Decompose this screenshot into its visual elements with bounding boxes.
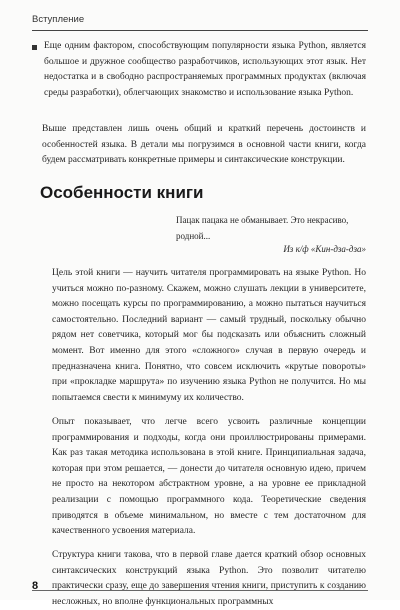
body-paragraph-experience: Опыт показывает, что легче всего усвоить различные концепции программирования и подходы, когда они проиллюстрированы примерами. Как раз такая методика использована в этой книге. Принципиальная задача, которая при этом решается, — донести до читателя основную идею, причем не просто на некотором абстрактном уровне, а на уровне ее прикладной реализации с помощью программного кода. Теоретические сведения приводятся в объеме минимальном, но вместе с тем достаточном для качественного усвоения материала. (52, 417, 366, 537)
body-paragraph-goal: Цель этой книги — научить читателя программировать на языке Python. Но учиться можно по-разному. Скажем, можно слушать лекции в университете, можно посещать курсы по программированию, а можно пытаться научиться самостоятельно. Последний вариант — самый трудный, поскольку обычно рядом нет советчика, который мог бы подсказать или объяснить сложный момент. Вот именно для этого «сложного» случая в первую очередь и предназначена книга. Понятно, что совсем исключить «крутые повороты» при «прокладке маршрута» по изучению языка Python не получится. Но мы попытаемся свести к минимуму их количество. (52, 268, 366, 403)
running-title: Вступление (32, 14, 85, 25)
page-number: 8 (32, 580, 39, 592)
epigraph-source: Из к/ф «Кин-дза-дза» (283, 244, 366, 254)
intro-paragraph: Выше представлен лишь очень общий и краткий перечень достоинств и особенностей языка. В детали мы погрузимся в основной части книги, когда будем рассматривать конкретные примеры и синтаксические конструкции. (42, 124, 366, 166)
bullet-paragraph: Еще одним фактором, способствующим популярности языка Python, является большое и дружное сообщество разработчиков, использующих этот язык. Нет недостатка и в свободно распространяемых программных продуктах (включая среды разработки), облегчающих знакомство и использование языка Python. (44, 41, 366, 98)
running-header (32, 12, 368, 31)
body-paragraph-structure: Структура книги такова, что в первой главе дается краткий обзор основных синтаксических конструкций языка Python. Это позволит читателю практически сразу, еще до завершения чтения книги, приступить к созданию несложных, но вполне функциональных программных (52, 550, 366, 607)
bullet-marker (32, 45, 37, 50)
epigraph-quote: Пацак пацака не обманывает. Это некрасиво, родной... (176, 215, 349, 241)
footer-rule (32, 590, 368, 591)
section-title: Особенности книги (40, 183, 204, 202)
